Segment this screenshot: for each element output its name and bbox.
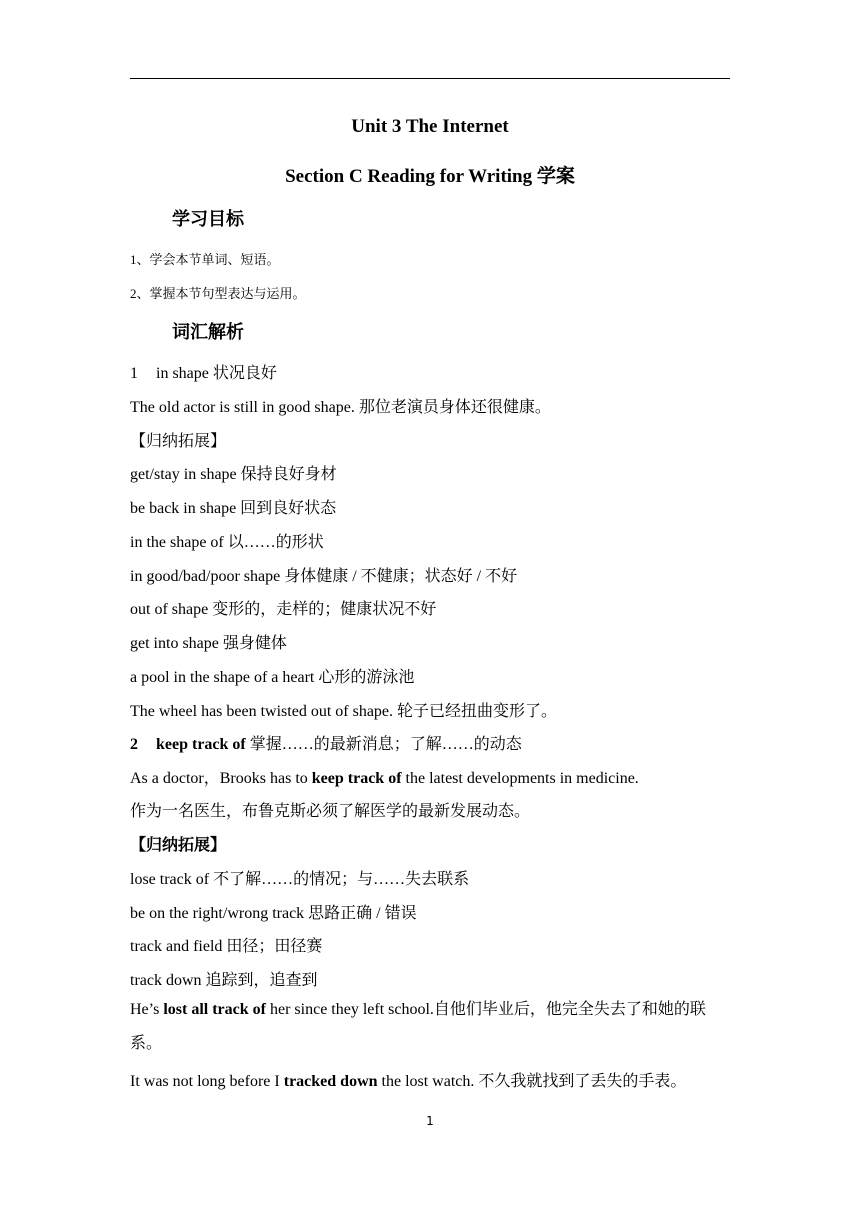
item-number: 1 — [130, 365, 138, 382]
expansion-line: track and field 田径；田径赛 — [130, 938, 323, 955]
expansion-line: in good/bad/poor shape 身体健康 / 不健康；状态好 / 不好 — [130, 568, 518, 585]
header-rule — [130, 78, 730, 79]
example-translation: 作为一名医生，布鲁克斯必须了解医学的最新发展动态。 — [130, 803, 531, 820]
item-number: 2 — [130, 736, 138, 753]
expand-label: 【归纳拓展】 — [130, 837, 227, 854]
expansion-line: lose track of 不了解……的情况；与……失去联系 — [130, 871, 470, 888]
page-title: Unit 3 The Internet — [351, 116, 509, 137]
expansion-line: get/stay in shape 保持良好身材 — [130, 466, 337, 483]
expansion-line: be back in shape 回到良好状态 — [130, 500, 337, 517]
expansion-line: track down 追踪到，追查到 — [130, 972, 318, 989]
expansion-line: out of shape 变形的，走样的；健康状况不好 — [130, 601, 437, 618]
example-sentence: It was not long before I tracked down the lost watch. 不久我就找到了丢失的手表。 — [130, 1073, 687, 1090]
item-meaning: 掌握……的最新消息；了解……的动态 — [245, 736, 522, 753]
vocab-item-2-heading — [130, 731, 522, 754]
example-sentence: The old actor is still in good shape. 那位老演员身体还很健康。 — [130, 399, 551, 416]
vocab-item-1-heading — [130, 360, 277, 383]
expansion-line: a pool in the shape of a heart 心形的游泳池 — [130, 669, 415, 686]
expansion-line: The wheel has been twisted out of shape. 轮子已经扭曲变形了。 — [130, 703, 558, 720]
expand-label: 【归纳拓展】 — [130, 433, 227, 450]
page-subtitle: Section C Reading for Writing 学案 — [285, 166, 575, 187]
item-phrase: in shape 状况良好 — [156, 365, 277, 382]
section-heading-goals: 学习目标 — [172, 209, 244, 230]
expansion-line: get into shape 强身健体 — [130, 635, 287, 652]
example-sentence: As a doctor，Brooks has to keep track of the latest developments in medicine. — [130, 770, 639, 787]
expansion-line: be on the right/wrong track 思路正确 / 错误 — [130, 905, 417, 922]
item-phrase: keep track of — [156, 736, 246, 753]
goal-item: 1、学会本节单词、短语。 — [130, 252, 280, 267]
page-number: 1 — [426, 1114, 434, 1128]
example-sentence: He’s lost all track of her since they left school.自他们毕业后，他完全失去了和她的联系。 — [130, 1001, 706, 1052]
goal-item: 2、掌握本节句型表达与运用。 — [130, 286, 306, 301]
section-heading-vocab: 词汇解析 — [172, 322, 244, 343]
expansion-line: in the shape of 以……的形状 — [130, 534, 324, 551]
